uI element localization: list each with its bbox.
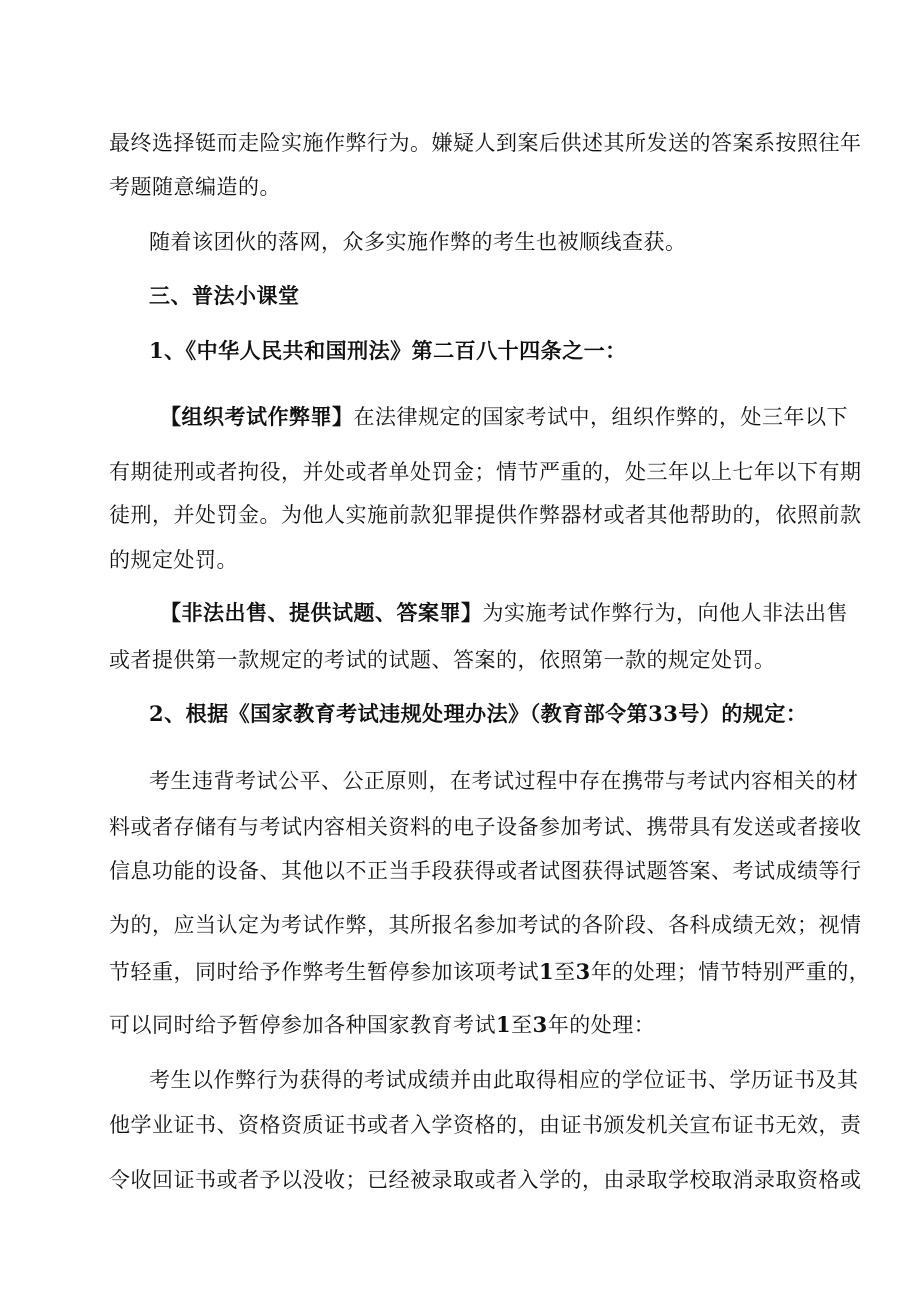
paragraph-line: 最终选择铤而走险实施作弊行为。嫌疑人到案后供述其所发送的答案系按照往年 — [109, 131, 862, 155]
paragraph-line: 或者提供第一款规定的考试的试题、答案的，依照第一款的规定处罚。 — [109, 648, 776, 672]
paragraph-line: 考生以作弊行为获得的考试成绩并由此取得相应的学位证书、学历证书及其 — [149, 1068, 859, 1092]
number: 1 — [539, 959, 555, 984]
paragraph-line: 考生违背考试公平、公正原则，在考试过程中存在携带与考试内容相关的材 — [149, 769, 859, 793]
paragraph-line — [109, 957, 870, 987]
subsection-heading: 2、根据《国家教育考试违规处理办法》（教育部令第33号）的规定： — [149, 701, 808, 726]
paragraph-line — [160, 598, 848, 628]
paragraph-line: 料或者存储有与考试内容相关资料的电子设备参加考试、携带具有发送或者接收 — [109, 815, 862, 839]
paragraph-text: 在法律规定的国家考试中，组织作弊的，处三年以下 — [353, 405, 848, 429]
section-heading: 三、普法小课堂 — [149, 283, 300, 308]
paragraph-text: 可以同时给予暂停参加各种国家教育考试 — [109, 1013, 496, 1037]
paragraph-line: 为的，应当认定为考试作弊，其所报名参加考试的各阶段、各科成绩无效；视情 — [109, 913, 862, 937]
paragraph-text: 至 — [554, 960, 576, 984]
paragraph-line: 考题随意编造的。 — [109, 175, 281, 199]
paragraph-text: 至 — [511, 1013, 533, 1037]
crime-name: 【非法出售、提供试题、答案罪】 — [160, 600, 483, 625]
number: 1 — [496, 1012, 512, 1037]
paragraph-text: 节轻重，同时给予作弊考生暂停参加该项考试 — [109, 960, 539, 984]
paragraph-line: 令收回证书或者予以没收；已经被录取或者入学的，由录取学校取消录取资格或 — [109, 1168, 862, 1192]
number: 3 — [532, 1012, 548, 1037]
paragraph-line: 的规定处罚。 — [109, 548, 238, 572]
number: 3 — [575, 959, 591, 984]
paragraph-text: 年的处理： — [547, 1013, 656, 1037]
subsection-heading: 1、《中华人民共和国刑法》第二百八十四条之一： — [149, 338, 627, 363]
paragraph-line — [160, 402, 848, 432]
paragraph-line: 他学业证书、资格资质证书或者入学资格的，由证书颁发机关宣布证书无效，责 — [109, 1113, 862, 1137]
crime-name: 【组织考试作弊罪】 — [160, 404, 354, 429]
paragraph-line: 有期徒刑或者拘役，并处或者单处罚金；情节严重的，处三年以上七年以下有期 — [109, 460, 862, 484]
paragraph-line: 随着该团伙的落网，众多实施作弊的考生也被顺线查获。 — [149, 230, 687, 254]
paragraph-line: 徒刑，并处罚金。为他人实施前款犯罪提供作弊器材或者其他帮助的，依照前款 — [109, 503, 862, 527]
paragraph-line: 信息功能的设备、其他以不正当手段获得或者试图获得试题答案、考试成绩等行 — [109, 859, 862, 883]
paragraph-text: 年的处理；情节特别严重的， — [590, 960, 871, 984]
paragraph-line — [109, 1010, 655, 1040]
paragraph-text: 为实施考试作弊行为，向他人非法出售 — [482, 601, 848, 625]
